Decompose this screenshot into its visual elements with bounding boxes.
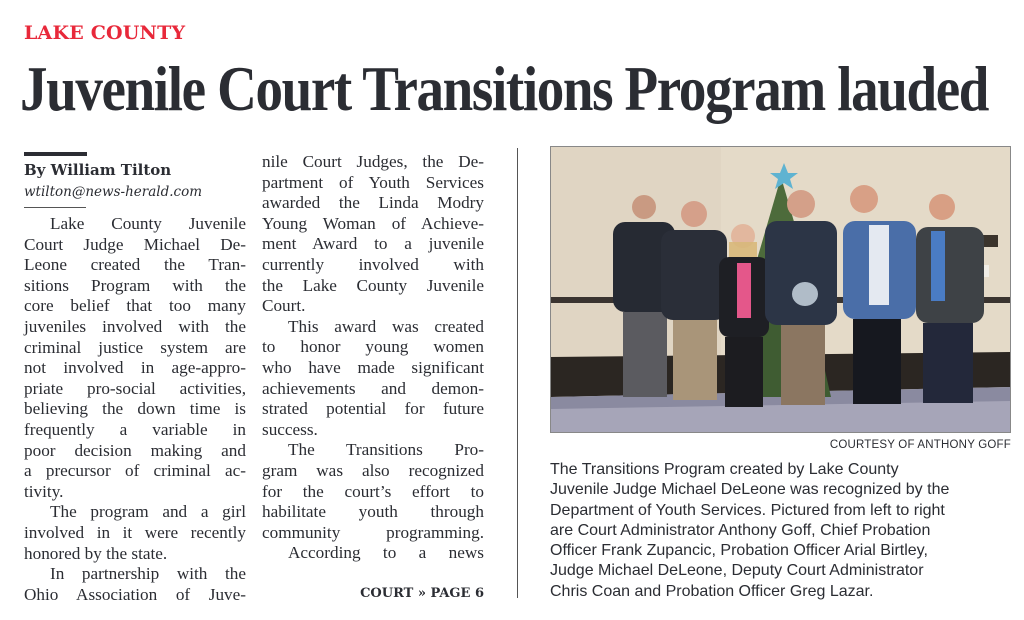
body-line: achievements and demon- [262,378,484,398]
group-photo-illustration [551,147,1011,433]
body-line: gram was also recognized [262,460,484,480]
body-line: success. [262,419,318,439]
photo-caption [550,460,1020,602]
article-column-1 [24,214,246,605]
caption-line: Officer Frank Zupancic, Probation Officer Arial Birtley, [550,542,928,560]
column-divider [517,148,518,598]
byline-rule-bottom [24,207,86,208]
body-line: for the court’s effort to [262,481,484,501]
body-line: criminal justice system are [24,337,246,357]
caption-line: Judge Michael DeLeone, Deputy Court Administrator [550,562,924,580]
caption-line: The Transitions Program created by Lake County [550,461,899,478]
body-line: community programming. [262,522,484,542]
body-line: The Transitions Pro- [288,440,484,460]
body-line: poor decision making and [24,440,246,460]
body-line: strated potential for future [262,399,484,419]
body-line: core belief that too many [24,296,246,316]
body-line: According to a news [288,543,484,563]
body-line: ment Award to a juvenile [262,234,484,254]
body-line: habilitate youth through [262,502,484,522]
body-line: who have made significant [262,357,484,377]
article-headline: Juvenile Court Transitions Program lauded [20,53,989,124]
continued-on-link[interactable]: COURT » PAGE 6 [360,586,484,601]
body-line: sitions Program with the [24,275,246,295]
body-line: Lake County Juvenile [50,214,246,233]
body-line: Court Judge Michael De- [24,234,246,254]
byline-email-link[interactable]: wtilton@news-herald.com [24,184,203,200]
body-line: This award was created [288,316,484,336]
body-line: Leone created the Tran- [24,255,246,275]
body-line: the Lake County Juvenile [262,275,484,295]
body-line: a precursor of criminal ac- [24,461,246,481]
body-line: tivity. [24,481,64,501]
body-line: Young Woman of Achieve- [262,213,484,233]
section-kicker: LAKE COUNTY [24,22,186,44]
body-line: honored by the state. [24,543,168,563]
byline-rule-top [24,152,87,156]
body-line: believing the down time is [24,399,246,419]
body-line: The program and a girl [50,502,246,522]
byline-author: By William Tilton [24,161,172,179]
article-photo [550,146,1011,433]
caption-line: Department of Youth Services. Pictured from left to right [550,501,945,519]
body-line: Ohio Association of Juve- [24,584,246,604]
body-line: priate pro-social activities, [24,378,246,398]
body-line: awarded the Linda Modry [262,193,484,213]
body-line: nile Court Judges, the De- [262,152,484,171]
article-column-2 [262,152,484,564]
body-line: In partnership with the [50,564,246,584]
photo-credit: COURTESY OF ANTHONY GOFF [829,439,1011,451]
caption-line: Chris Coan and Probation Officer Greg Lazar. [550,582,874,600]
body-line: not involved in age-appro- [24,358,246,378]
body-line: involved in it were recently [24,522,246,542]
body-line: juveniles involved with the [24,316,246,336]
body-line: Court. [262,296,306,316]
caption-line: Juvenile Judge Michael DeLeone was recognized by the [550,481,950,499]
body-line: partment of Youth Services [262,172,484,192]
caption-line: are Court Administrator Anthony Goff, Chief Probation [550,521,931,539]
body-line: to honor young women [262,337,484,357]
body-line: currently involved with [262,254,484,274]
body-line: frequently a variable in [24,419,246,439]
